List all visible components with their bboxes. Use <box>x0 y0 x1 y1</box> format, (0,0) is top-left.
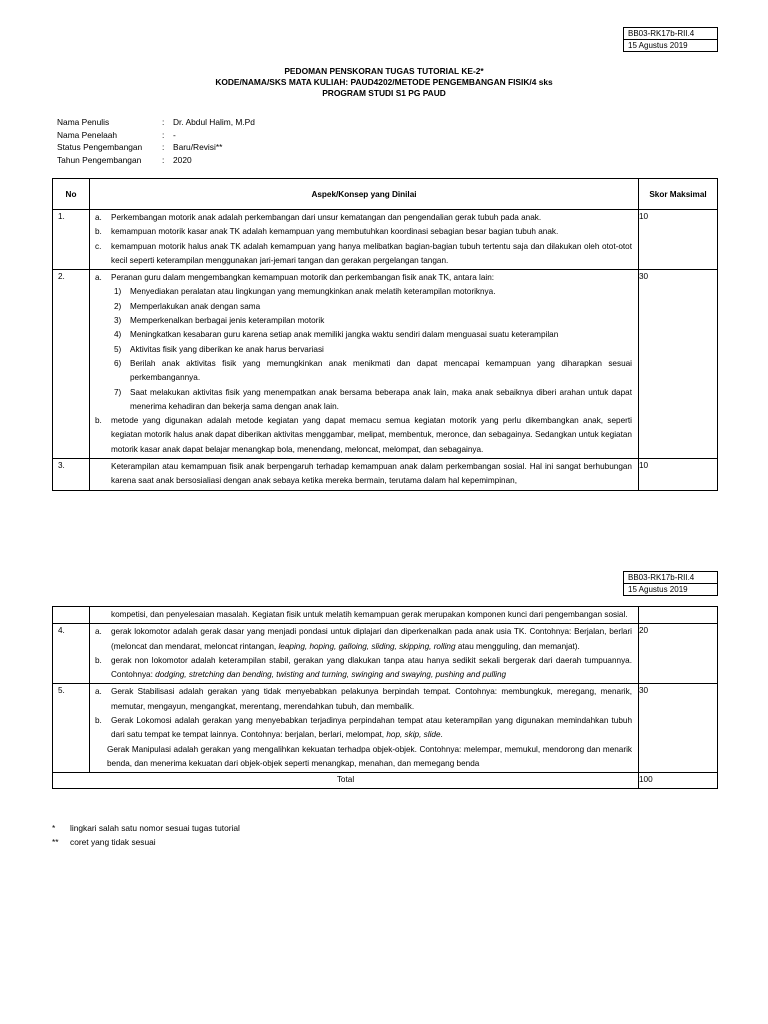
item-text-italic: hop, skip, slide <box>386 730 441 740</box>
item-text: kemampuan motorik halus anak TK adalah kemampuan yang hanya melibatkan bagian-bagian tubuh tertentu saja dan dilakukan oleh otot-otot kecil seperti keterampilan menggunakan jari-jemari tangan dan gerakan pergelangan tangan. <box>111 241 632 265</box>
table-row <box>53 624 718 684</box>
sub-item-text: Aktivitas fisik yang diberikan ke anak harus bervariasi <box>130 344 324 354</box>
row-aspek: Keterampilan atau kemampuan fisik anak berpengaruh terhadap kemampuan anak dalam perkembangan sosial. Hal ini sangat berhubungan karena saat anak bersosialiasi dengan anak sebaya ketika mereka bermain, terutama dalam hal kepemimpinan, <box>90 459 639 491</box>
item-text: gerak lokomotor adalah gerak dasar yang menjadi pondasi untuk diplajari dan diperkenalkan pada anak usia TK. Contohnya: Berjalan, berlari (meloncat dan mendarat, meloncat rintangan, <box>111 627 632 651</box>
row-number: 1. <box>53 210 90 270</box>
row-aspek: a. Gerak Stabilisasi adalah gerakan yang tidak menyebabkan pelakunya berpindah tempat. Contohnya: membungkuk, meregang, menarik, memutar, mengayun, mengangkat, merentang, merendahkan tubuh, dan membalik. b. Gerak Lokomosi adalah gerakan yang menyebabkan terjadinya perpindahan tempat atau keterampilan yang digunakan memindahkan tubuh dari satu tempat ke tempat lainnya. Contohnya: berjalan, berlari, melompat, hop, skip, slide. Gerak Manipulasi adalah gerakan yang mengalihkan kekuatan terhadpa objek-objek. Contohnya: melempar, memukul, mendorong dan menarik benda, dan menerima kekuatan dari objek-objek seperti menangkap, menahan, dan memegang benda <box>90 684 639 773</box>
title-line-3: PROGRAM STUDI S1 PG PAUD <box>322 88 446 98</box>
meta-label: Nama Penelaah <box>57 129 118 140</box>
row-score: 30 <box>639 684 718 773</box>
row-aspek: kompetisi, dan penyelesaian masalah. Kegiatan fisik untuk melatih kemampuan gerak merupakan komponen kunci dari pengembangan sosial. <box>90 607 639 624</box>
doc-date: 15 Agustus 2019 <box>624 40 718 52</box>
row-aspek: a. Peranan guru dalam mengembangkan kemampuan motorik dan perkembangan fisik anak TK, antara lain: 1) Menyediakan peralatan atau lingkungan yang memungkinkan anak melatih keterampilan motoriknya. 2) Memperlakukan anak dengan sama 3) Memperkenalkan berbagai jenis keterampilan motorik 4) Meningkatkan kesabaran guru karena setiap anak memiliki jangka waktu sendiri dalam menguasai suatu keterampilan 5) Aktivitas fisik yang diberikan ke anak harus bervariasi 6) Berilah anak aktivitas fisik yang memungkinkan anak menikmati dan dapat mencapai kemampuan yang diharapkan sesuai perkembangannya. 7) Saat melakukan aktivitas fisik yang menempatkan anak bersama beberapa anak lain, maka anak sebaiknya diberi arahan untuk dapat menerima kehadiran dan bekerja sama dengan anak lain. b. metode yang digunakan adalah metode kegiatan yang dapat memacu semua kegiatan motorik yang perlu dikembangkan anak, seperti kegiatan motorik halus anak dapat diberikan aktivitas menggambar, melipat, membentuk, meronce, dan sebagainya. Sedangkan untuk kegiatan motorik kasar anak dapat belajar menangkap bola, menendang, meloncat, melompat, dan sebagainya. <box>90 270 639 459</box>
item-text: kemampuan motorik kasar anak TK adalah kemampuan yang membutuhkan koordinasi sebagian besar bagian tubuh anak. <box>111 227 559 237</box>
item-text-italic: leaping, hoping, galloing, sliding, skipping, rolling <box>278 641 456 651</box>
sub-item-text: Menyediakan peralatan atau lingkungan yang memungkinkan anak melatih keterampilan motoriknya. <box>130 287 496 297</box>
item-text: Peranan guru dalam mengembangkan kemampuan motorik dan perkembangan fisik anak TK, antara lain: <box>111 273 495 283</box>
header-aspek: Aspek/Konsep yang Dinilai <box>90 179 639 210</box>
row-number: 3. <box>53 459 90 491</box>
footnote-text: coret yang tidak sesuai <box>70 837 156 847</box>
meta-label: Status Pengembangan <box>57 142 143 152</box>
row-aspek: a. gerak lokomotor adalah gerak dasar yang menjadi pondasi untuk diplajari dan diperkenalkan pada anak usia TK. Contohnya: Berjalan, berlari (meloncat dan mendarat, meloncat rintangan, leaping, hoping, galloing, sliding, skipping, rolling atau mengguling, dan memanjat). b. gerak non lokomotor adalah keterampilan stabil, gerakan yang dlakukan tanpa atau hanya sedikit sekali bergerak dari daerah tumpuannya. Contohnya: dodging, stretching dan bending, twisting and turning, swinging and swaying, pushing and pulling <box>90 624 639 684</box>
item-text: atau mengguling, dan memanjat). <box>455 641 580 651</box>
doc-date: 15 Agustus 2019 <box>624 584 718 596</box>
row-score: 10 <box>639 210 718 270</box>
footnote-text: lingkari salah satu nomor sesuai tugas tutorial <box>70 823 240 833</box>
total-row <box>53 773 718 788</box>
meta-label: Tahun Pengembangan <box>57 154 142 165</box>
row-number: 5. <box>53 684 90 773</box>
header-skor: Skor Maksimal <box>639 179 718 210</box>
sub-item-text: Memperlakukan anak dengan sama <box>130 301 261 311</box>
meta-value: - <box>173 129 176 140</box>
sub-item-text: Saat melakukan aktivitas fisik yang menempatkan anak bersama beberapa anak lain, maka anak sebaiknya diberi arahan untuk dapat menerima kehadiran dan bekerja sama dengan anak lain. <box>130 387 632 411</box>
doc-code: BB03-RK17b-RII.4 <box>624 572 718 584</box>
table-row <box>53 607 718 624</box>
row-number: 4. <box>53 624 90 684</box>
table-row <box>53 459 718 491</box>
row-score: 30 <box>639 270 718 459</box>
row-score: 10 <box>639 459 718 491</box>
document-title <box>0 66 768 99</box>
sub-item-text: Berilah anak aktivitas fisik yang memungkinkan anak menikmati dan dapat mencapai kemampuan yang diharapkan sesuai perkembangannya. <box>130 358 632 383</box>
table-row <box>53 684 718 773</box>
meta-label: Nama Penulis <box>57 117 110 127</box>
scoring-table-page-2 <box>52 606 718 789</box>
row-aspek: a. Perkembangan motorik anak adalah perkembangan dari unsur kematangan dan pengendalian gerak tubuh pada anak. b. kemampuan motorik kasar anak TK adalah kemampuan yang membutuhkan koordinasi sebagian besar bagian tubuh anak. c. kemampuan motorik halus anak TK adalah kemampuan yang hanya melibatkan bagian-bagian tubuh tertentu saja dan dilakukan oleh otot-otot kecil seperti keterampilan menggunakan jari-jemari tangan dan gerakan pergelangan tangan. <box>90 210 639 270</box>
row-number: 2. <box>53 270 90 459</box>
meta-value: Baru/Revisi** <box>173 142 223 152</box>
scoring-table-page-1 <box>52 178 718 491</box>
total-label: Total <box>53 773 639 788</box>
doc-code-box <box>623 571 718 596</box>
total-value: 100 <box>639 773 718 788</box>
row-score: 20 <box>639 624 718 684</box>
item-text: Gerak Manipulasi adalah gerakan yang mengalihkan kekuatan terhadpa objek-objek. Contohnya: melempar, memukul, mendorong dan menarik benda, dan menerima kekuatan dari objek-objek seperti menangkap, menahan, dan memegang benda <box>107 744 632 768</box>
item-text: metode yang digunakan adalah metode kegiatan yang dapat memacu semua kegiatan motorik yang perlu dikembangkan anak, seperti kegiatan motorik halus anak dapat diberikan aktivitas menggambar, melipat, membentuk, meronce, dan sebagainya. Sedangkan untuk kegiatan motorik kasar anak dapat belajar menangkap bola, menendang, meloncat, melompat, dan sebagainya. <box>111 416 632 454</box>
footnotes <box>52 821 240 849</box>
item-text: Perkembangan motorik anak adalah perkembangan dari unsur kematangan dan pengendalian gerak tubuh pada anak. <box>111 213 542 222</box>
table-row <box>53 210 718 270</box>
table-row <box>53 270 718 459</box>
doc-code-box <box>623 27 718 52</box>
table-header-row <box>53 179 718 210</box>
meta-value: Dr. Abdul Halim, M.Pd <box>173 117 255 127</box>
title-line-1: PEDOMAN PENSKORAN TUGAS TUTORIAL KE-2* <box>284 66 484 76</box>
title-line-2: KODE/NAMA/SKS MATA KULIAH: PAUD4202/METODE PENGEMBANGAN FISIK/4 sks <box>215 77 553 87</box>
meta-value: 2020 <box>173 154 192 165</box>
item-text-italic: dodging, stretching dan bending, twisting and turning, swinging and swaying, pushing and pulling <box>155 670 507 680</box>
header-no: No <box>53 179 90 210</box>
item-text: Gerak Lokomosi adalah gerakan yang menyebabkan terjadinya perpindahan tempat atau keterampilan yang digunakan memindahkan tubuh dari satu tempat ke tempat lainnya. Contohnya: berjalan, berlari, melompat, <box>111 716 632 740</box>
sub-item-text: Meningkatkan kesabaran guru karena setiap anak memiliki jangka waktu sendiri dalam menguasai suatu keterampilan <box>130 330 559 340</box>
footnote-mark: * <box>52 823 56 833</box>
sub-item-text: Memperkenalkan berbagai jenis keterampilan motorik <box>130 316 325 326</box>
doc-code: BB03-RK17b-RII.4 <box>624 28 718 40</box>
item-text: Gerak Stabilisasi adalah gerakan yang tidak menyebabkan pelakunya berpindah tempat. Contohnya: membungkuk, meregang, menarik, memutar, mengayun, mengangkat, merentang, merendahkan tubuh, dan membalik. <box>111 687 632 711</box>
item-text: gerak non lokomotor adalah keterampilan stabil, gerakan yang dlakukan tanpa atau hanya sedikit sekali bergerak dari daerah tumpuannya. Contohnya: <box>111 655 632 680</box>
footnote-mark: ** <box>52 837 59 847</box>
document-meta: Nama Penulis : Dr. Abdul Halim, M.Pd Nama Penelaah : - Status Pengembangan : Baru/Revisi** Tahun Pengembangan : 2020 <box>57 117 255 165</box>
item-text: . <box>440 730 443 740</box>
